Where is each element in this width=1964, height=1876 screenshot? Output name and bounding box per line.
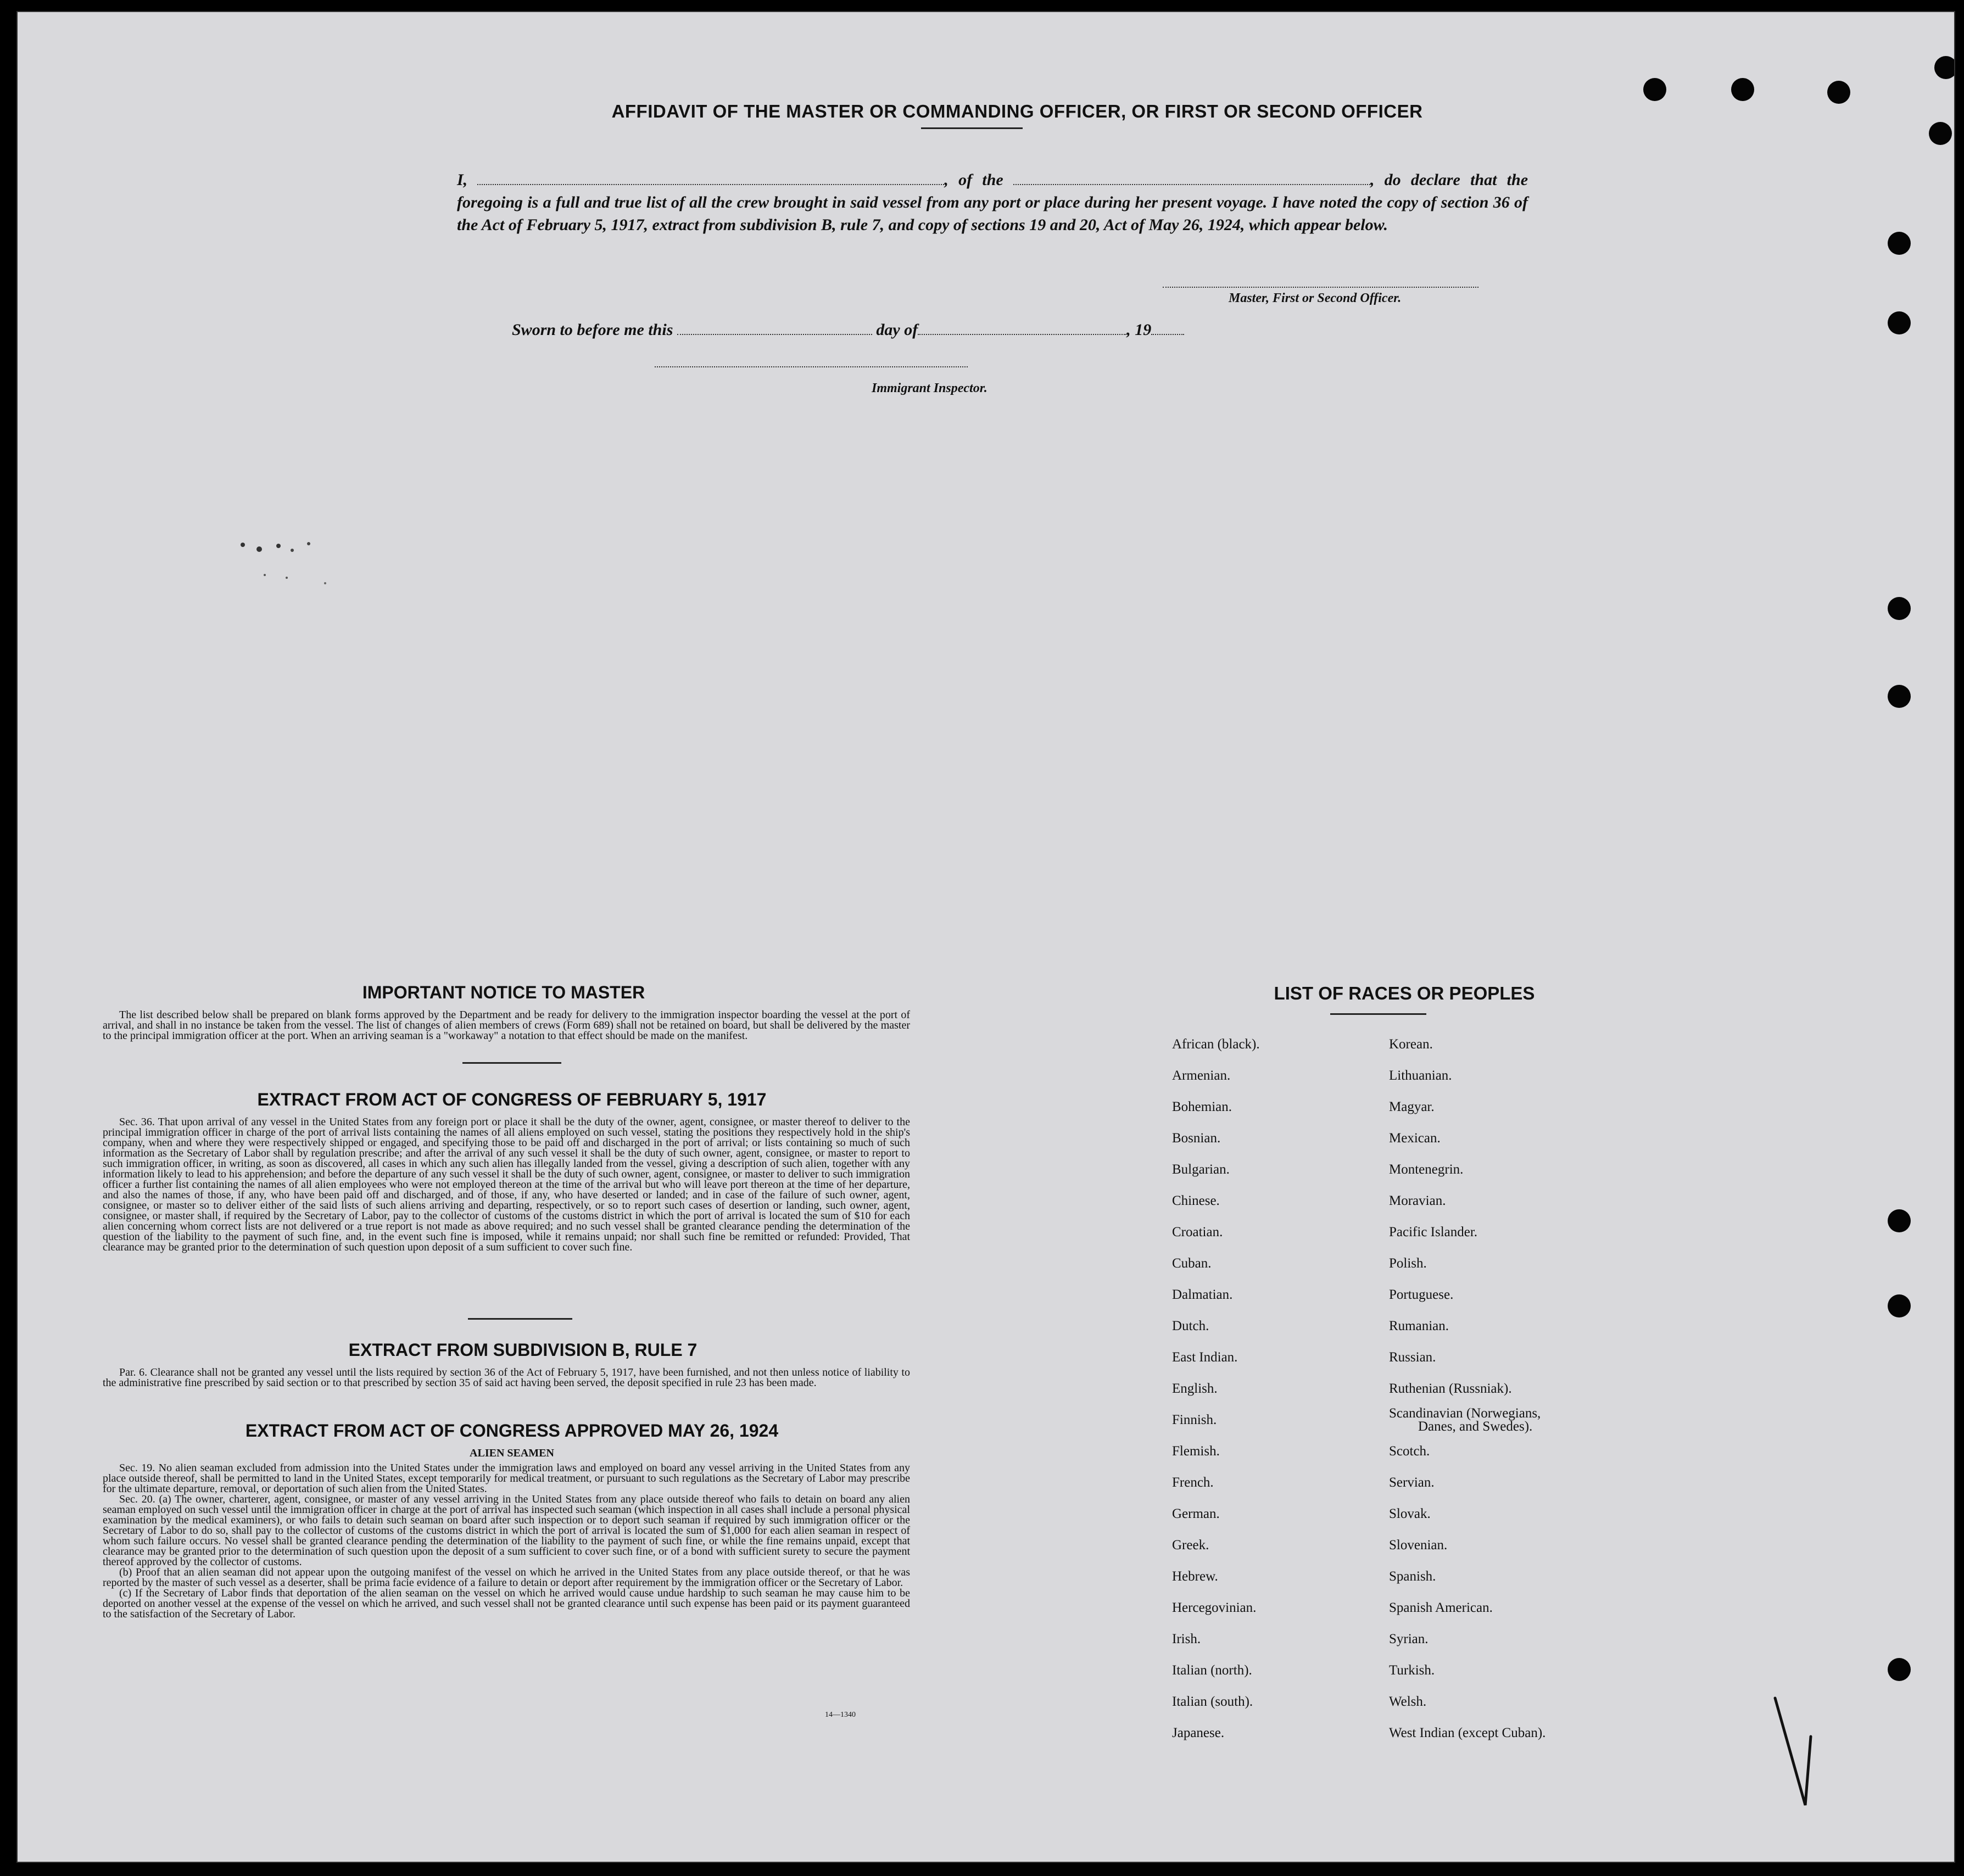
race-item: East Indian. [1172, 1350, 1238, 1365]
race-item: Flemish. [1172, 1444, 1220, 1459]
punch-hole [1827, 81, 1850, 104]
race-item: Mexican. [1389, 1131, 1441, 1146]
race-item: Korean. [1389, 1037, 1433, 1052]
ink-specks [226, 534, 369, 600]
race-item-continuation: Danes, and Swedes). [1418, 1419, 1533, 1434]
affidavit-title: AFFIDAVIT OF THE MASTER OR COMMANDING OFFICER, OR FIRST OR SECOND OFFICER [611, 101, 1423, 121]
race-item: Polish. [1389, 1256, 1427, 1271]
extract-1924-text [103, 1463, 910, 1620]
form-page [16, 11, 1955, 1863]
sworn-year-field[interactable] [1151, 324, 1184, 335]
punch-hole [1888, 1658, 1911, 1681]
sworn-month-field[interactable] [918, 324, 1126, 335]
punch-hole [1888, 685, 1911, 708]
affidavit-pronoun: I, [457, 171, 468, 189]
vessel-field[interactable] [1013, 172, 1370, 185]
race-item: Cuban. [1172, 1256, 1212, 1271]
race-item: Scotch. [1389, 1444, 1430, 1459]
race-item: Japanese. [1172, 1726, 1225, 1740]
sworn-line [512, 321, 1184, 339]
race-item: Servian. [1389, 1475, 1435, 1490]
race-item: Armenian. [1172, 1068, 1231, 1083]
race-item: Hebrew. [1172, 1569, 1218, 1584]
affidavit-body: that the foregoing is a full and true list of all the crew brought in said vessel from any port or place during her present voyage. I have noted the copy of section 36 of the Act of February 5, 1917, extract from subdivision B, rule 7, and copy of sections 19 and 20, Act of May 26, 1924, which appear below. [457, 171, 1528, 234]
inspector-label: Immigrant Inspector. [872, 381, 987, 395]
race-item: French. [1172, 1475, 1214, 1490]
extract-rule7-text: Par. 6. Clearance shall not be granted any vessel until the lists required by section 36 of the Act of February 5, 1917, have been furnished, and not then unless notice of liability to the administrative fine prescribed by said section or to that prescribed by section 35 of said act having been served, the deposit specified in rule 23 has been made. [103, 1366, 910, 1389]
race-item: Spanish. [1389, 1569, 1436, 1584]
races-divider [1330, 1013, 1426, 1015]
form-number: 14—1340 [825, 1711, 856, 1719]
sworn-year: , 19 [1126, 321, 1152, 339]
punch-hole [1888, 597, 1911, 620]
race-item: Hercegovinian. [1172, 1600, 1257, 1615]
race-item: Turkish. [1389, 1663, 1435, 1678]
affidavit-text [457, 169, 1528, 236]
race-item: West Indian (except Cuban). [1389, 1726, 1546, 1740]
sec-20c-text: (c) If the Secretary of Labor finds that deportation of the alien seaman on the vessel on which he arrived would cause undue hardship to such seaman he may cause him to be deported on another vessel at the expense of the vessel on which he arrived, and such vessel shall not be granted clearance until such expense has been paid or its payment guaranteed to the satisfaction of the Secretary of Labor. [103, 1587, 910, 1620]
race-item: Welsh. [1389, 1694, 1427, 1709]
extract-1917-title: EXTRACT FROM ACT OF CONGRESS OF FEBRUARY 5, 1917 [257, 1090, 767, 1109]
race-item: Bulgarian. [1172, 1162, 1230, 1177]
race-item: Syrian. [1389, 1632, 1429, 1646]
punch-hole [1888, 1294, 1911, 1317]
race-item: English. [1172, 1381, 1218, 1396]
punch-hole [1888, 232, 1911, 255]
race-item: African (black). [1172, 1037, 1260, 1052]
notice-title: IMPORTANT NOTICE TO MASTER [362, 982, 645, 1002]
race-item: Finnish. [1172, 1412, 1217, 1427]
sworn-day-field[interactable] [677, 324, 872, 335]
affidavit-of-the: , of the [944, 171, 1003, 189]
race-item: Dalmatian. [1172, 1287, 1233, 1302]
race-item: Dutch. [1172, 1319, 1209, 1333]
punch-hole [1929, 122, 1952, 145]
section-divider [468, 1318, 572, 1320]
punch-hole [1934, 56, 1955, 79]
sec-19-text: Sec. 19. No alien seaman excluded from admission into the United States under the immigration laws and employed on board any vessel arriving in the United States from any place outside thereof, shall be permitted to land in the United States, except temporarily for medical treatment, or pursuant to such regulations as the Secretary of Labor may prescribe for the ultimate departure, removal, or deportation of such alien from the United States. [103, 1462, 910, 1495]
race-item: Spanish American. [1389, 1600, 1493, 1615]
race-item: Moravian. [1389, 1193, 1446, 1208]
race-item: Portuguese. [1389, 1287, 1454, 1302]
notice-text: The list described below shall be prepared on blank forms approved by the Department and be ready for delivery to the immigration inspector boarding the vessel at the port of arrival, and shall in no instance be taken from the vessel. The list of changes of alien members of crews (Form 689) shall not be retained on board, but shall be delivered by the master to the principal immigration officer at the port. When an arriving seaman is a "workaway" a notation to that effect should be made on the manifest. [103, 1009, 910, 1042]
race-item: Ruthenian (Russniak). [1389, 1381, 1512, 1396]
races-title: LIST OF RACES OR PEOPLES [1274, 983, 1535, 1003]
race-item: Italian (north). [1172, 1663, 1252, 1678]
sworn-day-of: day of [876, 321, 918, 339]
extract-1924-title: EXTRACT FROM ACT OF CONGRESS APPROVED MAY 26, 1924 [245, 1421, 779, 1441]
punch-hole [1731, 78, 1754, 101]
master-signature-label: Master, First or Second Officer. [1229, 291, 1402, 305]
title-underline [921, 127, 1023, 129]
race-item: Irish. [1172, 1632, 1201, 1646]
sworn-prefix: Sworn to before me this [512, 321, 673, 339]
race-item: Slovenian. [1389, 1538, 1448, 1553]
race-item: Rumanian. [1389, 1319, 1449, 1333]
race-item: Lithuanian. [1389, 1068, 1452, 1083]
handwritten-check-mark [1764, 1687, 1830, 1813]
punch-hole [1888, 311, 1911, 334]
race-item: Montenegrin. [1389, 1162, 1464, 1177]
affidavit-do-declare: , do declare [1370, 171, 1460, 189]
punch-hole [1888, 1209, 1911, 1232]
alien-seamen-subtitle: ALIEN SEAMEN [470, 1447, 554, 1459]
race-item: Russian. [1389, 1350, 1436, 1365]
race-item: Italian (south). [1172, 1694, 1253, 1709]
inspector-signature-field[interactable] [655, 366, 968, 367]
race-item: Magyar. [1389, 1099, 1435, 1114]
race-item: Bohemian. [1172, 1099, 1232, 1114]
race-item: Slovak. [1389, 1506, 1431, 1521]
race-item: Croatian. [1172, 1225, 1223, 1240]
name-field[interactable] [477, 172, 944, 185]
race-item: Pacific Islander. [1389, 1225, 1478, 1240]
extract-rule7-title: EXTRACT FROM SUBDIVISION B, RULE 7 [348, 1340, 698, 1360]
race-item: Greek. [1172, 1538, 1209, 1553]
extract-1917-text: Sec. 36. That upon arrival of any vessel in the United States from any foreign port or place it shall be the duty of the owner, agent, consignee, or master thereof to deliver to the principal immigration officer in charge of the port of arrival lists containing the names of all aliens employed on such vessel, stating the positions they respectively hold in the ship's company, when and where they were respectively shipped or engaged, and specifying those to be paid off and discharged in the port of arrival; or lists containing so much of such information as the Secretary of Labor shall by regulation prescribe; and after the arrival of any such vessel it shall be the duty of such owner, agent, consignee, or master to report to such immigration officer, in writing, as soon as discovered, all cases in which any such alien has illegally landed from the vessel, giving a description of such alien, together with any information likely to lead to his apprehension; and before the departure of any such vessel it shall be the duty of such owner, agent, consignee, or master to deliver to such immigration officer a further list containing the names of all alien employees who were not employed thereon at the time of the arrival but who will leave port thereon at the time of her departure, and also the names of those, if any, who have been paid off and discharged, and of those, if any, who have deserted or landed; and in case of the failure of such owner, agent, consignee, or master so to deliver either of the said lists of such aliens arriving and departing, respectively, or so to report such cases of desertion or landing, such owner, agent, consignee, or master shall, if required by the Secretary of Labor, pay to the collector of customs of the customs district in which the port of arrival is located the sum of $10 for each alien concerning whom correct lists are not delivered or a true report is not made as above required; and no such vessel shall be granted clearance pending the determination of the question of the liability to the payment of such fine, and, in the event such fine is imposed, while it remains unpaid; nor shall such fine be remitted or refunded: Provided, That clearance may be granted prior to the determination of such question upon deposit of a sum sufficient to cover such fine. [103, 1116, 910, 1253]
race-item: Chinese. [1172, 1193, 1220, 1208]
race-item: German. [1172, 1506, 1220, 1521]
race-item: Scandinavian (Norwegians, [1389, 1406, 1541, 1421]
section-divider [462, 1062, 561, 1064]
sec-20a-text: Sec. 20. (a) The owner, charterer, agent, consignee, or master of any vessel arriving in the United States from any place outside thereof who fails to detain on board any alien seaman employed on such vessel until the immigration officer in charge at the port of arrival has inspected such seaman (which inspection in all cases shall include a personal physical examination by the medical examiners), or who fails to detain such seaman on board after such inspection or to deport such seaman if required by such immigration officer or the Secretary of Labor to do so, shall pay to the collector of customs of the customs district in which the port of arrival is located the sum of $1,000 for each alien seaman in respect of whom such failure occurs. No vessel shall be granted clearance pending the determination of the liability to the payment of such fine, or while the fine remains unpaid, except that clearance may be granted prior to the determination of such question upon the deposit of a sum sufficient to cover such fine, or of a bond with sufficient surety to secure the payment thereof approved by the collector of customs. [103, 1493, 910, 1568]
master-signature-field[interactable] [1163, 287, 1478, 288]
race-item: Bosnian. [1172, 1131, 1221, 1146]
punch-hole [1643, 78, 1666, 101]
sec-20b-text: (b) Proof that an alien seaman did not appear upon the outgoing manifest of the vessel on which he arrived in the United States from any place outside thereof, or that he was reported by the master of such vessel as a deserter, shall be prima facie evidence of a failure to detain or deport after requirement by the immigration officer or the Secretary of Labor. [103, 1566, 910, 1589]
